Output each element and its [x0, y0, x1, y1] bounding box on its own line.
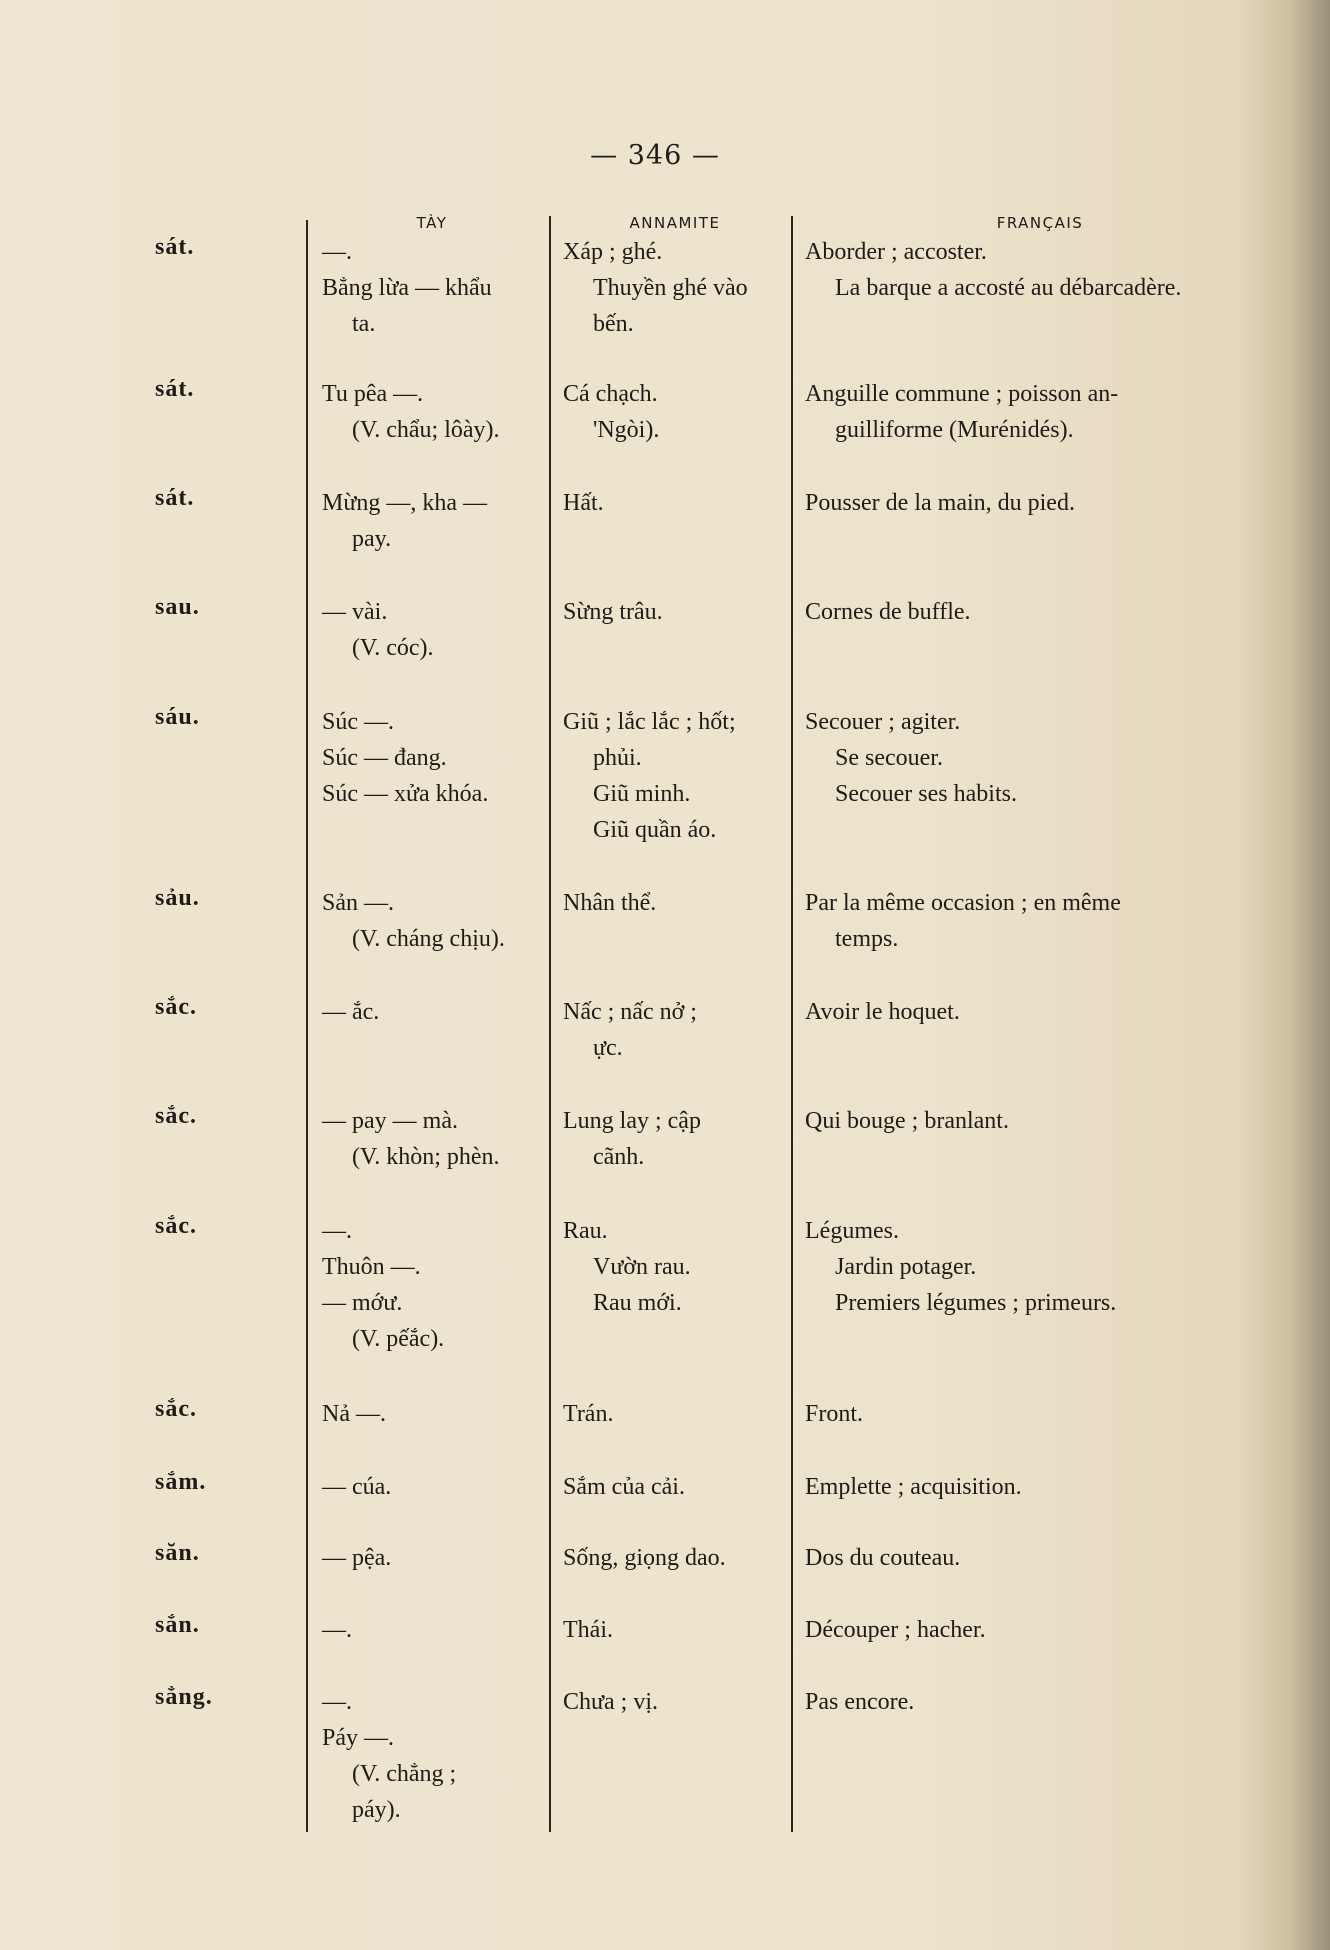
tay-cell — [322, 704, 547, 812]
tay-cell-line: Súc — đang. — [322, 745, 447, 771]
headword: sảu. — [155, 885, 200, 911]
francais-cell — [805, 1213, 1245, 1321]
francais-cell — [805, 234, 1245, 306]
annamite-cell-line: Rau. — [563, 1218, 608, 1244]
tay-cell-line: Sản —. — [322, 890, 394, 916]
annamite-cell-line: 'Ngòi). — [593, 417, 660, 443]
francais-cell-line: Dos du couteau. — [805, 1545, 961, 1571]
annamite-cell — [563, 994, 793, 1066]
annamite-cell — [563, 1612, 793, 1648]
tay-cell-line: —. — [322, 1617, 352, 1643]
tay-cell-line: (V. pếắc). — [352, 1326, 445, 1352]
francais-cell-line: Se secouer. — [835, 745, 943, 771]
francais-cell-line: Aborder ; accoster. — [805, 239, 987, 265]
headword: sắc. — [155, 994, 197, 1020]
annamite-cell-line: Giũ ; lắc lắc ; hốt; — [563, 709, 736, 735]
annamite-cell-line: Nấc ; nấc nở ; — [563, 999, 697, 1025]
tay-cell-line: —. — [322, 1218, 352, 1244]
headword: sắn. — [155, 1612, 200, 1638]
annamite-cell-line: Rau mới. — [593, 1290, 682, 1316]
francais-cell — [805, 1612, 1245, 1648]
annamite-cell — [563, 1396, 793, 1432]
francais-cell-line: La barque a accosté au débarcadère. — [835, 275, 1182, 301]
annamite-cell-line: Chưa ; vị. — [563, 1689, 659, 1715]
annamite-cell-line: Sắm của cải. — [563, 1474, 685, 1500]
annamite-cell-line: Giũ minh. — [593, 781, 691, 807]
tay-cell — [322, 1684, 547, 1828]
tay-cell — [322, 376, 547, 448]
headword: sẳng. — [155, 1684, 213, 1710]
tay-cell-line: Súc —. — [322, 709, 394, 735]
francais-cell-line: Pas encore. — [805, 1689, 915, 1715]
tay-cell-line: — vài. — [322, 599, 388, 625]
tay-cell-line: — cúa. — [322, 1474, 392, 1500]
tay-cell — [322, 594, 547, 666]
francais-cell-line: Pousser de la main, du pied. — [805, 490, 1075, 516]
tay-cell-line: —. — [322, 1689, 352, 1715]
headword: sắc. — [155, 1396, 197, 1422]
francais-cell-line: Découper ; hacher. — [805, 1617, 986, 1643]
tay-cell — [322, 994, 547, 1030]
annamite-cell-line: Cá chạch. — [563, 381, 658, 407]
tay-cell — [322, 1396, 547, 1432]
francais-cell-line: Cornes de buffle. — [805, 599, 971, 625]
annamite-cell-line: ực. — [593, 1035, 623, 1061]
annamite-cell — [563, 234, 793, 342]
tay-cell-line: — pệa. — [322, 1545, 392, 1571]
francais-cell-line: Qui bouge ; branlant. — [805, 1108, 1009, 1134]
annamite-cell — [563, 594, 793, 630]
annamite-cell-line: cãnh. — [593, 1144, 645, 1170]
tay-cell — [322, 1540, 547, 1576]
tay-cell — [322, 234, 547, 342]
annamite-cell — [563, 376, 793, 448]
annamite-cell-line: phủi. — [593, 745, 642, 771]
tay-cell-line: —. — [322, 239, 352, 265]
tay-cell-line: páy). — [352, 1797, 401, 1823]
francais-cell — [805, 704, 1245, 812]
headword: sau. — [155, 594, 200, 620]
annamite-cell-line: Lung lay ; cập — [563, 1108, 701, 1134]
francais-cell-line: Secouer ; agiter. — [805, 709, 961, 735]
annamite-cell-line: Vườn rau. — [593, 1254, 691, 1280]
annamite-cell — [563, 885, 793, 921]
annamite-cell — [563, 1540, 793, 1576]
tay-cell-line: Súc — xửa khóa. — [322, 781, 489, 807]
annamite-cell-line: Sống, giọng dao. — [563, 1545, 726, 1571]
headword: sắc. — [155, 1103, 197, 1129]
annamite-cell-line: bến. — [593, 311, 634, 337]
annamite-cell-line: Sừng trâu. — [563, 599, 663, 625]
annamite-cell-line: Nhân thể. — [563, 890, 657, 916]
tay-cell — [322, 885, 547, 957]
francais-cell — [805, 885, 1245, 957]
headword: sát. — [155, 376, 195, 402]
annamite-cell — [563, 485, 793, 521]
tay-cell-line: Mừng —, kha — — [322, 490, 487, 516]
tay-cell-line: Tu pêa —. — [322, 381, 424, 407]
annamite-cell-line: Xáp ; ghé. — [563, 239, 663, 265]
annamite-cell — [563, 1684, 793, 1720]
tay-cell — [322, 485, 547, 557]
tay-cell — [322, 1213, 547, 1357]
francais-cell-line: Emplette ; acquisition. — [805, 1474, 1022, 1500]
francais-cell-line: Légumes. — [805, 1218, 899, 1244]
francais-cell-line: Front. — [805, 1401, 864, 1427]
tay-cell-line: Bẳng lừa — khẩu — [322, 275, 492, 301]
tay-cell — [322, 1103, 547, 1175]
francais-cell-line: Jardin potager. — [835, 1254, 977, 1280]
headword: sắc. — [155, 1213, 197, 1239]
francais-cell — [805, 485, 1245, 521]
tay-cell-line: — mớư. — [322, 1290, 403, 1316]
annamite-cell — [563, 1469, 793, 1505]
column-divider-2 — [549, 216, 551, 1832]
francais-cell — [805, 1540, 1245, 1576]
tay-cell-line: Nả —. — [322, 1401, 386, 1427]
francais-cell-line: Avoir le hoquet. — [805, 999, 960, 1025]
tay-cell-line: (V. cóc). — [352, 635, 434, 661]
tay-cell-line: — pay — mà. — [322, 1108, 458, 1134]
francais-cell-line: temps. — [835, 926, 899, 952]
annamite-cell-line: Thuyền ghé vào — [593, 275, 748, 301]
tay-cell-line: ta. — [352, 311, 376, 337]
tay-cell-line: Thuôn —. — [322, 1254, 421, 1280]
column-header-annamite: ANNAMITE — [629, 214, 721, 232]
annamite-cell — [563, 1103, 793, 1175]
annamite-cell — [563, 1213, 793, 1321]
tay-cell-line: Páy —. — [322, 1725, 394, 1751]
column-divider-1 — [306, 220, 308, 1832]
francais-cell — [805, 1103, 1245, 1139]
tay-cell-line: (V. chẩu; lôày). — [352, 417, 500, 443]
annamite-cell — [563, 704, 793, 848]
tay-cell-line: (V. chẳng ; — [352, 1761, 457, 1787]
tay-cell-line: (V. khòn; phèn. — [352, 1144, 500, 1170]
francais-cell-line: guilliforme (Murénidés). — [835, 417, 1074, 443]
headword: sát. — [155, 485, 195, 511]
tay-cell — [322, 1469, 547, 1505]
francais-cell-line: Anguille commune ; poisson an- — [805, 381, 1119, 407]
francais-cell — [805, 1396, 1245, 1432]
headword: sắm. — [155, 1469, 207, 1495]
annamite-cell-line: Trán. — [563, 1401, 614, 1427]
francais-cell — [805, 376, 1245, 448]
tay-cell-line: (V. cháng chịu). — [352, 926, 505, 952]
annamite-cell-line: Thái. — [563, 1617, 613, 1643]
tay-cell — [322, 1612, 547, 1648]
annamite-cell-line: Hất. — [563, 490, 604, 516]
tay-cell-line: — ắc. — [322, 999, 380, 1025]
francais-cell — [805, 1469, 1245, 1505]
francais-cell — [805, 594, 1245, 630]
francais-cell-line: Secouer ses habits. — [835, 781, 1017, 807]
annamite-cell-line: Giũ quần áo. — [593, 817, 717, 843]
francais-cell — [805, 994, 1245, 1030]
francais-cell — [805, 1684, 1245, 1720]
francais-cell-line: Premiers légumes ; primeurs. — [835, 1290, 1117, 1316]
headword: sáu. — [155, 704, 200, 730]
column-header-francais: FRANÇAIS — [996, 214, 1084, 232]
headword: săn. — [155, 1540, 200, 1566]
column-header-tay: TÀY — [416, 214, 448, 232]
francais-cell-line: Par la même occasion ; en même — [805, 890, 1121, 916]
page-number: — 346 — — [590, 140, 720, 171]
tay-cell-line: pay. — [352, 526, 392, 552]
headword: sát. — [155, 234, 195, 260]
